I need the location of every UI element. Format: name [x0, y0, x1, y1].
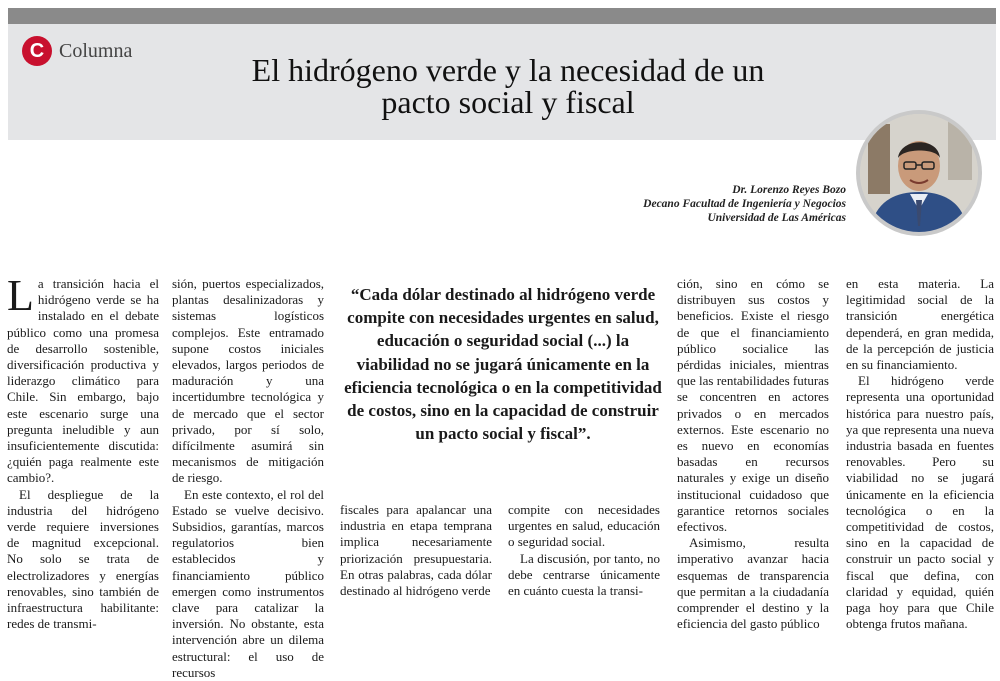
column-2-paragraph-1: sión, puertos especializados, plantas desalinizadoras y sistemas logísticos complejos. Este entramado supone costos iniciales elevados, largos periodos de maduración y una incertidumbre tecnológica y de mercado que el sector privado, por sí solo, difícilmente asumirá sin mecanismos de mitigación de riesgo. [172, 276, 324, 486]
drop-cap: L [7, 271, 34, 320]
header-band [8, 24, 996, 140]
author-credit [643, 183, 846, 225]
column-1 [7, 271, 159, 632]
section-name: Columna [59, 39, 133, 62]
column-5-paragraph-1: ción, sino en cómo se distribuyen sus costos y beneficios. Existe el riesgo de que el financiamiento público socialice las pérdidas iniciales, mientras que las rentabilidades futuras se concentren en actores privados o en mercados externos. Este escenario no es nuevo en economías basadas en recursos naturales y exige un diseño institucional cuidadoso que garantice retornos sociales efectivos. [677, 276, 829, 535]
section-letter-icon: C [22, 36, 52, 66]
author-photo [860, 114, 978, 232]
top-bar [8, 8, 996, 24]
column-3 [340, 502, 492, 599]
column-6-paragraph-1: en esta materia. La legitimidad social de la transición energética dependerá, en gran medida, de la percepción de justicia en su financiamiento. [846, 276, 994, 373]
column-4 [508, 502, 660, 599]
column-4-paragraph-1: compite con necesidades urgentes en salud, educación o seguridad social. [508, 502, 660, 550]
column-2 [172, 276, 324, 681]
column-1-paragraph-2: El despliegue de la industria del hidrógeno verde requiere inversiones de magnitud excepcional. No solo se trata de electrolizadores y energías renovables, sino también de infraestructura habilitante: redes de transmi- [7, 486, 159, 632]
author-institution: Universidad de Las Américas [707, 212, 846, 224]
column-3-paragraph-1: fiscales para apalancar una industria en etapa temprana implica necesariamente priorización presupuestaria. En otras palabras, cada dólar destinado al hidrógeno verde [340, 502, 492, 599]
section-badge [22, 36, 132, 66]
column-1-paragraph-1-text: a transición hacia el hidrógeno verde se ha instalado en el debate público como una promesa de desarrollo sostenible, diversificación productiva y liderazgo climático para Chile. Sin embargo, bajo este escenario surge una pregunta ineludible y aun insuficientemente discutida: ¿quién paga realmente este cambio?. [7, 276, 159, 486]
author-role: Decano Facultad de Ingeniería y Negocios [643, 198, 846, 210]
headline-line-1: El hidrógeno verde y la necesidad de un [251, 52, 765, 88]
column-1-paragraph-1 [7, 271, 159, 487]
column-4-paragraph-2: La discusión, por tanto, no debe centrarse únicamente en cuánto cuesta la transi- [508, 550, 660, 599]
author-portrait-icon [860, 114, 978, 232]
column-6-paragraph-2: El hidrógeno verde representa una oportunidad histórica para nuestro país, ya que representa una nueva industria basada en fuentes renovables. Pero su viabilidad no se jugará únicamente en la eficiencia tecnológica o en la competitividad de costos, sino en la capacidad de construir un pacto social y fiscal que defina, con claridad y equidad, quién paga hoy para que Chile obtenga frutos mañana. [846, 373, 994, 632]
pull-quote: “Cada dólar destinado al hidrógeno verde compite con necesidades urgentes en salud, educación o seguridad social (...) la viabilidad no se jugará únicamente en la eficiencia tecnológica o en la competitividad de costos, sino en la capacidad de construir un pacto social y fiscal”. [344, 285, 662, 444]
column-5 [677, 276, 829, 632]
author-name: Dr. Lorenzo Reyes Bozo [732, 184, 846, 196]
headline [148, 54, 868, 118]
column-5-paragraph-2: Asimismo, resulta imperativo avanzar hacia esquemas de transparencia que permitan a la ciudadanía comprender el destino y la eficiencia del gasto público [677, 535, 829, 632]
headline-line-2: pacto social y fiscal [381, 84, 635, 120]
column-6 [846, 276, 994, 632]
column-2-paragraph-2: En este contexto, el rol del Estado se vuelve decisivo. Subsidios, garantías, marcos regulatorios bien establecidos y financiamiento público emergen como instrumentos clave para catalizar la inversión. No obstante, esta intervención abre un dilema estructural: el uso de recursos [172, 486, 324, 680]
